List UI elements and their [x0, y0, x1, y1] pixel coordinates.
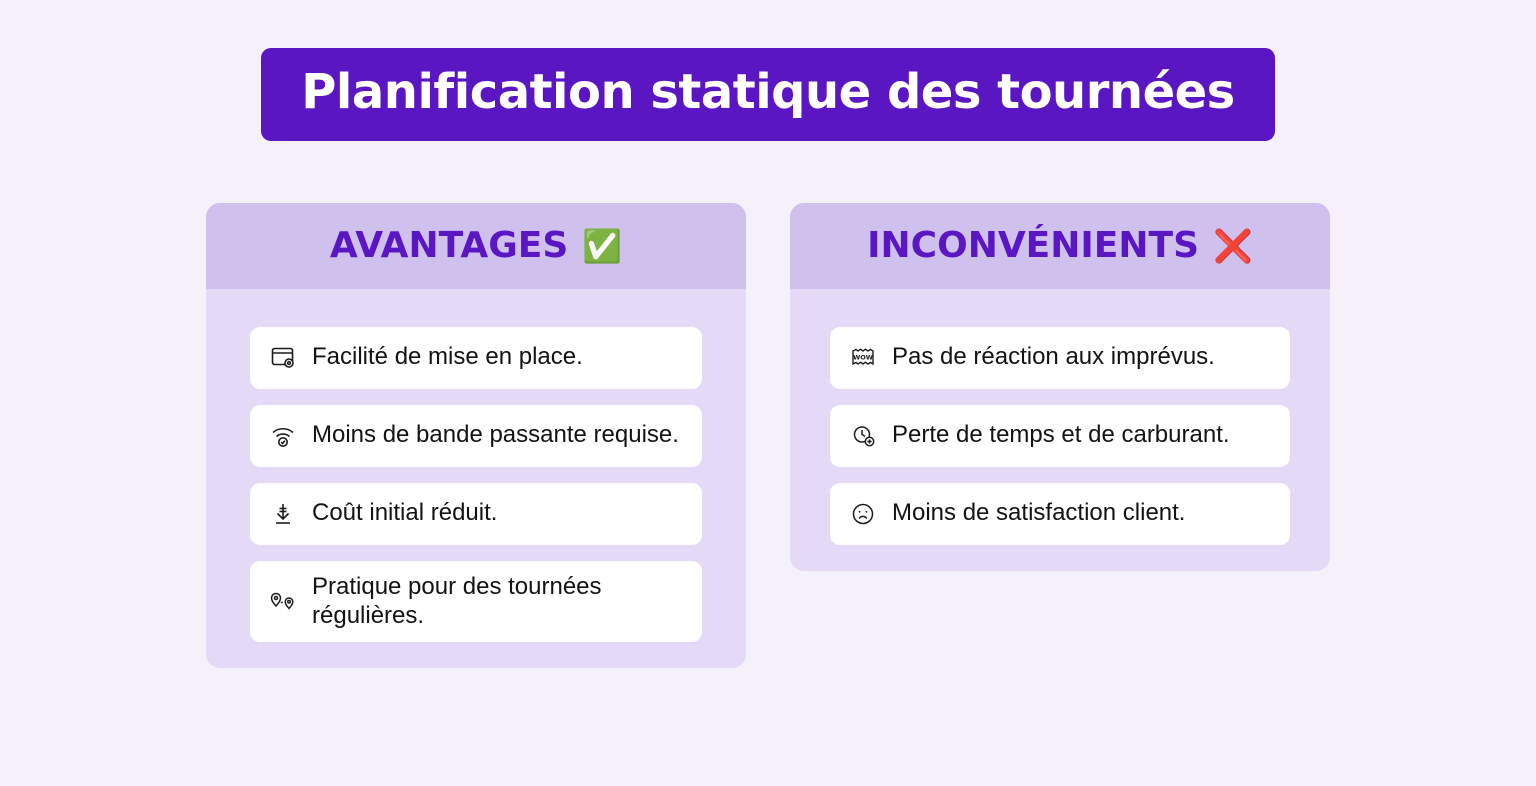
list-item-label: Perte de temps et de carburant. [892, 421, 1230, 449]
list-item-label: Coût initial réduit. [312, 499, 498, 527]
list-item [250, 327, 702, 389]
list-item-label: Pratique pour des tournées régulières. [312, 572, 602, 629]
title-section [0, 0, 1536, 141]
disadvantages-heading: INCONVÉNIENTS [867, 225, 1199, 267]
svg-text:WOW: WOW [853, 353, 873, 362]
advantages-card-header [206, 203, 746, 289]
list-item-label: Pas de réaction aux imprévus. [892, 343, 1215, 371]
disadvantages-card [790, 203, 1330, 571]
browser-settings-icon [268, 343, 298, 373]
columns-container [0, 203, 1536, 669]
cross-mark-emoji: ❌ [1213, 227, 1253, 264]
sad-face-icon [848, 499, 878, 529]
advantages-list [206, 289, 746, 643]
list-item-label: Moins de bande passante requise. [312, 421, 679, 449]
disadvantages-list [790, 289, 1330, 545]
title-banner [261, 48, 1275, 141]
page-title: Planification statique des tournées [301, 64, 1235, 120]
advantages-heading: AVANTAGES [329, 225, 569, 267]
map-pins-icon [268, 587, 298, 617]
list-item-label: Facilité de mise en place. [312, 343, 583, 371]
cost-down-arrow-icon [268, 499, 298, 529]
list-item [250, 405, 702, 467]
list-item [830, 483, 1290, 545]
disadvantages-card-header [790, 203, 1330, 289]
list-item [250, 561, 702, 643]
check-mark-button-emoji: ✅ [582, 227, 623, 264]
list-item [250, 483, 702, 545]
clock-plus-icon [848, 421, 878, 451]
list-item [830, 405, 1290, 467]
list-item-label: Moins de satisfaction client. [892, 499, 1186, 527]
list-item [830, 327, 1290, 389]
wifi-check-icon [268, 421, 298, 451]
wow-burst-icon [848, 343, 878, 373]
advantages-card [206, 203, 746, 669]
